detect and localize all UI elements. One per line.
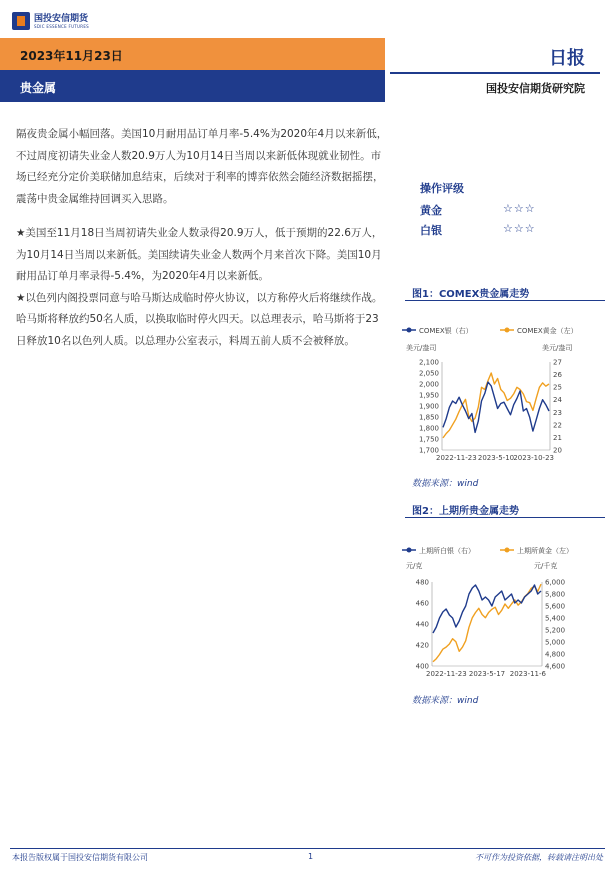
fig2-right-tick-1: 4,800: [545, 650, 566, 659]
fig2-right-tick-6: 5,800: [545, 590, 566, 599]
fig1-right-tick-0: 20: [553, 446, 562, 455]
company-logo: [12, 12, 89, 30]
fig1-title-rule: [405, 300, 605, 301]
fig1-legend-label-0: COMEX银（右）: [419, 327, 473, 335]
fig1-right-tick-1: 21: [553, 433, 562, 442]
fig1-right-tick-4: 24: [553, 396, 562, 405]
fig1-left-tick-5: 1,950: [418, 391, 439, 400]
fig2-left-tick-0: 400: [415, 662, 429, 671]
fig1-right-tick-2: 22: [553, 421, 562, 430]
fig2-right-unit: 元/千克: [534, 562, 558, 570]
summary-paragraph: 隔夜贵金属小幅回落。美国10月耐用品订单月率-5.4%为2020年4月以来新低，不过周度初请失业金人数20.9万人为10月14日当周以来新低体现就业韧性。市场已经充分定价美联储加息结束，后续对于利率的博弈依然会随经济数据摇摆，震荡中贵金属维持回调买入思路。: [16, 128, 388, 205]
fig2-right-tick-4: 5,400: [545, 614, 566, 623]
fig2-x-tick-0: 2022-11-23: [426, 670, 467, 678]
fig2-right-tick-0: 4,600: [545, 662, 566, 671]
fig1-source: 数据来源：wind: [412, 479, 479, 489]
logo-subtitle: SDIC ESSENCE FUTURES: [34, 23, 90, 29]
news-paragraph-israel: ★以色列内阁投票同意与哈马斯达成临时停火协议，以方称停火后将继续作战。哈马斯将释放约50名人质，以换取临时停火四天。以总理表示，哈马斯将于23日释放10名以色列人质。以总理办公室表示，料周五前人质不会被释放。: [16, 291, 383, 347]
logo-icon: [12, 12, 30, 30]
fig1-left-tick-1: 1,750: [418, 435, 439, 444]
footer-divider: [10, 848, 605, 849]
fig2-legend-marker-0: [407, 548, 412, 553]
fig2-left-unit: 元/克: [406, 562, 423, 570]
fig1-right-tick-3: 23: [553, 408, 562, 417]
fig2-left-tick-4: 480: [415, 578, 429, 587]
footer-disclaimer: 不可作为投资依据，转载请注明出处: [475, 853, 603, 862]
fig2-legend-marker-1: [505, 548, 510, 553]
report-type: 日报: [549, 48, 585, 69]
report-date: 2023年11月23日: [20, 49, 123, 63]
rating-gold-label: 黄金: [420, 204, 442, 217]
fig1-right-tick-6: 26: [553, 371, 562, 380]
fig1-left-tick-6: 2,000: [418, 380, 439, 389]
fig2-series-left-line: [433, 584, 541, 662]
fig1-title: 图1：COMEX贵金属走势: [412, 289, 530, 300]
fig1-x-tick-1: 2023-5-10: [477, 454, 515, 462]
fig1-right-unit: 美元/盎司: [542, 344, 573, 352]
news-paragraph-us: ★美国至11月18日当周初请失业金人数录得20.9万人，低于预期的22.6万人，为10月14日当周以来新低。美国续请失业金人数两个月来首次下降。美国10月耐用品订单月率录得-5.4%，为2020年4月以来新低。: [16, 227, 383, 282]
fig2-right-tick-5: 5,600: [545, 602, 566, 611]
fig1-left-tick-7: 2,050: [418, 369, 439, 378]
fig2-title-rule: [405, 517, 605, 518]
fig2-legend-label-0: 上期所白银（右）: [419, 547, 475, 555]
fig1-right-tick-7: 27: [553, 358, 562, 367]
fig2-legend-label-1: 上期所黄金（左）: [517, 547, 573, 555]
footer-copyright: 本报告版权属于国投安信期货有限公司: [12, 853, 148, 862]
section-banner: [0, 70, 385, 102]
page-number: 1: [308, 852, 314, 861]
fig2-left-tick-2: 440: [415, 620, 429, 629]
section-title: 贵金属: [20, 81, 57, 95]
fig2-source: 数据来源：wind: [412, 696, 479, 706]
rating-title: 操作评级: [420, 182, 464, 195]
rating-silver-stars: ☆☆☆: [503, 222, 536, 235]
fig1-legend-label-1: COMEX黄金（左）: [517, 327, 578, 335]
fig1-left-tick-2: 1,800: [418, 424, 439, 433]
rating-silver-label: 白银: [420, 224, 442, 237]
header-divider: [390, 72, 600, 74]
fig2-left-tick-1: 420: [415, 641, 429, 650]
fig2-right-tick-7: 6,000: [545, 578, 566, 587]
fig2-series-right-line: [433, 585, 541, 633]
institute-name: 国投安信期货研究院: [486, 82, 585, 95]
fig1-left-unit: 美元/盎司: [406, 344, 437, 352]
fig2-title: 图2：上期所贵金属走势: [412, 506, 519, 517]
fig1-left-tick-4: 1,900: [418, 402, 439, 411]
fig1-left-tick-8: 2,100: [418, 358, 439, 367]
fig2-x-tick-1: 2023-5-17: [468, 670, 506, 678]
fig1-chart: [400, 316, 605, 471]
fig1-right-tick-5: 25: [553, 383, 562, 392]
fig1-x-tick-2: 2023-10-23: [513, 454, 554, 462]
main-content: [16, 124, 388, 352]
fig1-x-tick-0: 2022-11-23: [436, 454, 477, 462]
fig1-legend-marker-0: [407, 328, 412, 333]
fig2-chart: [400, 536, 605, 686]
fig1-left-tick-3: 1,850: [418, 413, 439, 422]
fig2-right-tick-3: 5,200: [545, 626, 566, 635]
rating-gold-stars: ☆☆☆: [503, 202, 536, 215]
logo-text: 国投安信期货: [34, 13, 89, 24]
fig2-left-tick-3: 460: [415, 599, 429, 608]
fig1-legend-marker-1: [505, 328, 510, 333]
fig1-left-tick-0: 1,700: [418, 446, 439, 455]
fig2-right-tick-2: 5,000: [545, 638, 566, 647]
fig2-x-tick-2: 2023-11-6: [509, 670, 546, 678]
